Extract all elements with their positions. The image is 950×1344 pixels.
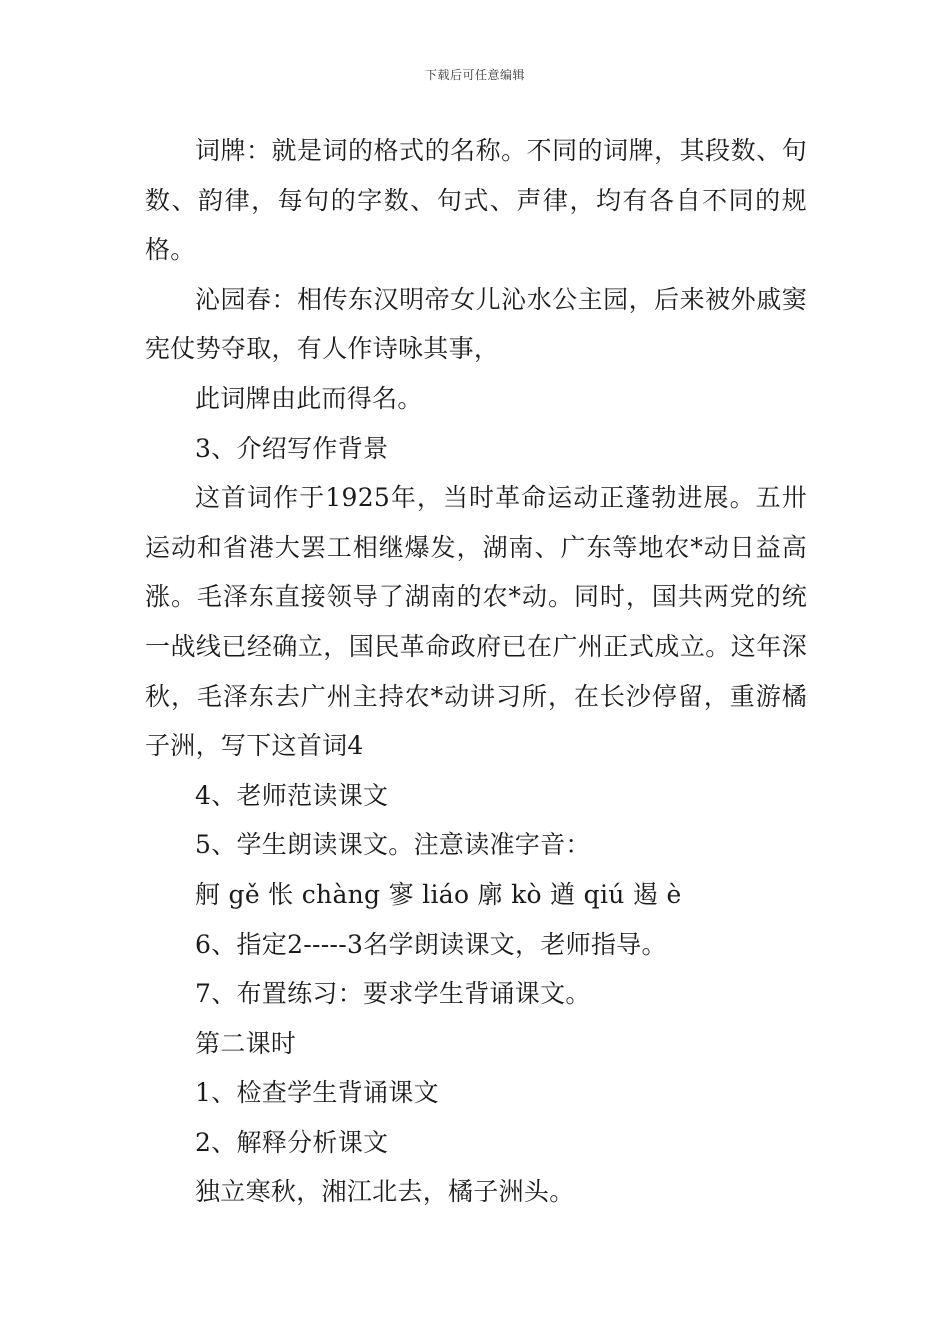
step-student-reading: 5、学生朗读课文。注意读准字音： (195, 830, 591, 860)
poem-opening-line: 独立寒秋，湘江北去，橘子洲头。 (195, 1177, 575, 1207)
document-body (145, 126, 807, 1217)
paragraph-cipai-definition: 词牌：就是词的格式的名称。不同的词牌，其段数、句数、韵律，每句的字数、句式、声律，均有各自不同的规格。 (145, 136, 807, 265)
paragraph-background-detail: 这首词作于1925年，当时革命运动正蓬勃进展。五卅运动和省港大罢工相继爆发，湖南、广东等地农*动日益高涨。毛泽东直接领导了湖南的农*动。同时，国共两党的统一战线已经确立，国民革命政府已在广州正式成立。这年深秋，毛泽东去广州主持农*动讲习所，在长沙停留，重游橘子洲，写下这首词4 (145, 483, 807, 761)
step-explain-text: 2、解释分析课文 (195, 1127, 389, 1157)
paragraph-qinyuanchun-origin: 沁园春：相传东汉明帝女儿沁水公主园，后来被外戚窦宪仗势夺取，有人作诗咏其事， (145, 284, 807, 364)
heading-second-lesson: 第二课时 (195, 1028, 297, 1058)
pronunciation-list: 舸 gě 怅 chàng 寥 liáo 廓 kò 遒 qiú 遏 è (195, 879, 682, 909)
step-assign-practice: 7、布置练习：要求学生背诵课文。 (195, 979, 591, 1009)
heading-writing-background: 3、介绍写作背景 (195, 433, 389, 463)
page-header: 下载后可任意编辑 (424, 68, 525, 82)
paragraph-cipai-naming: 此词牌由此而得名。 (195, 383, 423, 413)
step-assigned-reading: 6、指定2-----3名学朗读课文，老师指导。 (195, 929, 667, 959)
step-teacher-reading: 4、老师范读课文 (195, 780, 389, 810)
step-check-recitation: 1、检查学生背诵课文 (195, 1078, 439, 1108)
